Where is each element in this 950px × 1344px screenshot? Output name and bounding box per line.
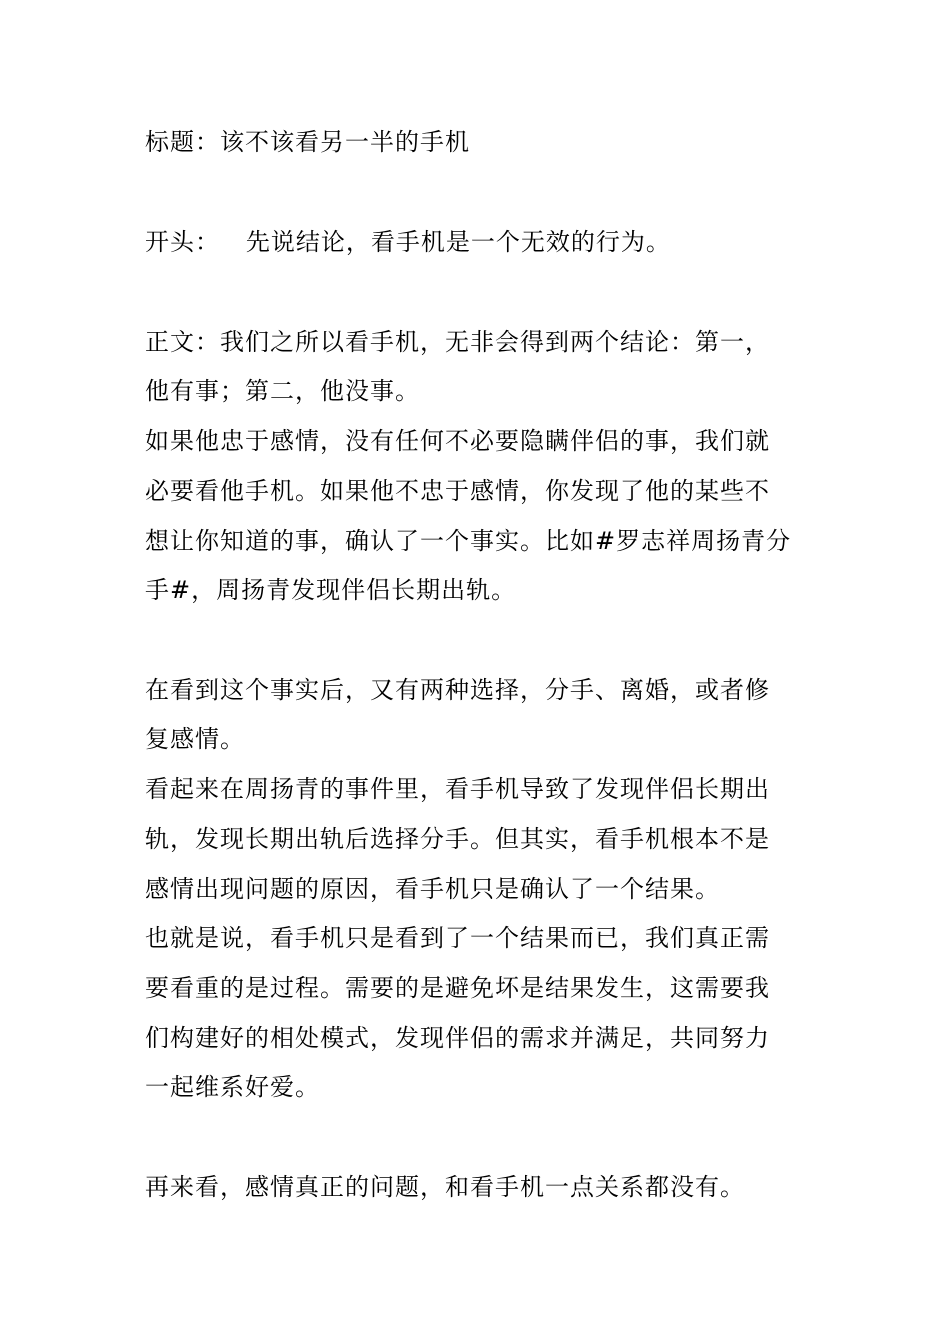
body-line: 复感情。 <box>145 725 245 753</box>
body-line: 轨，发现长期出轨后选择分手。但其实，看手机根本不是 <box>145 825 770 853</box>
body-line: 在看到这个事实后，又有两种选择，分手、离婚，或者修 <box>145 676 770 704</box>
body-line: 们构建好的相处模式，发现伴侣的需求并满足，共同努力 <box>145 1024 770 1052</box>
body-line: 手#，周扬青发现伴侣长期出轨。 <box>145 576 517 604</box>
body-line: 要看重的是过程。需要的是避免坏是结果发生，这需要我 <box>145 974 770 1002</box>
title-line: 标题：该不该看另一半的手机 <box>145 128 470 156</box>
closing-line: 再来看，感情真正的问题，和看手机一点关系都没有。 <box>145 1173 745 1201</box>
body-line: 感情出现问题的原因，看手机只是确认了一个结果。 <box>145 875 720 903</box>
body-line: 也就是说，看手机只是看到了一个结果而已，我们真正需 <box>145 924 770 952</box>
opening-line: 开头： 先说结论，看手机是一个无效的行为。 <box>145 228 671 256</box>
body-line: 看起来在周扬青的事件里，看手机导致了发现伴侣长期出 <box>145 775 770 803</box>
body-line: 正文：我们之所以看手机，无非会得到两个结论：第一， <box>145 328 770 356</box>
body-line: 如果他忠于感情，没有任何不必要隐瞒伴侣的事，我们就 <box>145 427 770 455</box>
body-line: 想让你知道的事，确认了一个事实。比如#罗志祥周扬青分 <box>145 527 792 555</box>
body-line: 必要看他手机。如果他不忠于感情，你发现了他的某些不 <box>145 477 770 505</box>
body-line: 他有事；第二，他没事。 <box>145 377 420 405</box>
body-line: 一起维系好爱。 <box>145 1073 320 1101</box>
